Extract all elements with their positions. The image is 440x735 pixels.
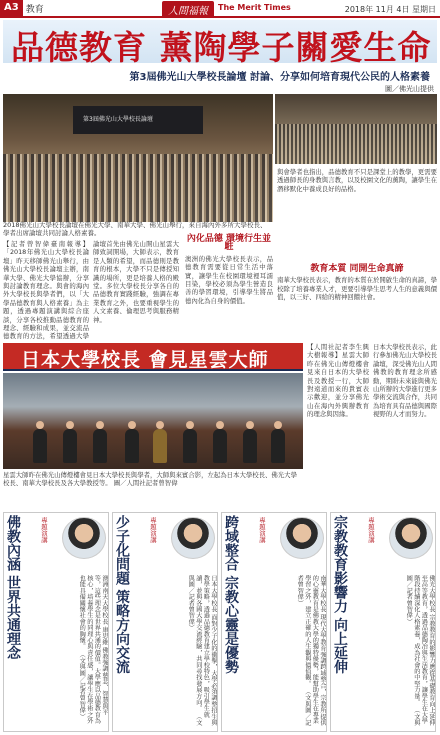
profile-portrait [62, 517, 106, 559]
profile-body [50, 575, 108, 727]
profile-body [159, 575, 217, 727]
article-column-2 [93, 240, 179, 340]
audience-rows-side [275, 124, 437, 164]
article-column-5 [277, 262, 437, 342]
profile-text: 面對少子化的衝擊，大學必須調整招生與教學策略，透過品德教育建立學校特色，吸引學生就讀，並與各國大學交流經驗，共同尋找發展方向。 [194, 575, 217, 726]
profile-subtitle: 專題演講 [149, 517, 157, 543]
page-number: A3 [0, 0, 23, 16]
profile-portrait [280, 517, 324, 559]
profile-subtitle: 專題演講 [40, 517, 48, 543]
article-paragraph: 論壇首先由佛光山開山星雲大師致詞開場，大師表示，教育是人類的希望，而品德則是教育的根本，大學不只是傳授知識的場所，更是培養人格的殿堂。多位大學校長分享各自的品德教育實踐經驗，強調在專業教育之外，也要重視學生的人文素養、倫理思考與服務精神。 [93, 240, 179, 324]
headline-banner [3, 20, 437, 63]
person-figure [63, 429, 77, 463]
article-paragraph: 【記者曾智偉臺南報導】「2018年佛光山大學校長論壇」昨天移師佛光山舉行，由佛光山大學校長論壇主辦，南華大學、佛光大學協辦，分享與討論教育理念。與會的海內外大學校長與學者們，以「大學品德教育與人格素養」為主題，透過專題演講與綜合座談，分享各校推動品德教育的理念、經驗和成果，並交流品德教育的方法，希望透過大學 [3, 240, 89, 340]
japan-caption-text: 星雲大師昨在佛光山傳燈樓會見日本大學校長與學者，大師與來賓合影，左起為日本大學校長、佛光大學校長、南華大學校長及各大學教授等。 [3, 471, 297, 487]
japan-section-title: 日本大學校長 會見星雲大師 [21, 349, 269, 371]
person-figure [153, 429, 167, 463]
masthead [0, 0, 440, 18]
audience-rows [3, 154, 273, 222]
article-subhead: 教育本質 同開生命真諦 [310, 264, 404, 274]
forum-side-photo [275, 94, 437, 164]
profile-credit: （文與圖／記者曾智偉） [187, 575, 202, 726]
japan-photo-credit: 圖／人間社記者曾智偉 [113, 479, 178, 487]
profile-name: 日本大學校長 [210, 575, 217, 613]
article-column-1 [3, 240, 89, 340]
person-figure [243, 429, 257, 463]
profile-portrait [171, 517, 215, 559]
profile-subtitle: 專題演講 [367, 517, 375, 543]
section-name: 教育 [25, 4, 44, 15]
headline: 品德教育 薰陶學子關愛生命 [11, 28, 432, 63]
stage-banner-text: 第3屆佛光山大學校長論壇 [83, 116, 153, 123]
person-figure [183, 429, 197, 463]
japan-article-column-1 [307, 343, 369, 509]
profile-card [330, 512, 436, 732]
profile-title: 跨域整合 宗教心靈是優勢 [223, 515, 239, 674]
profile-credit: （文與圖／記者曾智偉） [405, 575, 420, 726]
newspaper-logo: 人間福報 [162, 1, 214, 18]
profile-card [112, 512, 218, 732]
person-figure [93, 429, 107, 463]
profile-body [377, 575, 435, 727]
person-figure [213, 429, 227, 463]
profile-title: 佛教內涵 世界共通理念 [5, 515, 21, 660]
photo-credit: 圖／佛光山提供 [385, 85, 434, 93]
japan-article-paragraph: 【人間社記者李生興大樹報導】星雲大師昨在佛光山傳燈樓會見來自日本的大學校長及教授一行，大師對遠道而來的貴賓表示歡迎，並分享佛光山在海內外興辦教育的理念與因緣。 [307, 343, 369, 419]
profile-credit: （文與圖／記者曾智偉） [296, 575, 311, 726]
japan-group-photo [3, 373, 303, 469]
profile-credit: （文與圖／記者曾智偉） [78, 651, 86, 720]
profile-name: 佛光大學校長 [428, 575, 435, 613]
profile-text: 宗教教育的影響力應從基礎教育向上延伸至高等教育，透過品德陶冶與生活教育，讓學生在大學階段持續深化人格素養，成為社會的中堅力量。 [412, 575, 435, 726]
profile-card [3, 512, 109, 732]
person-figure [125, 429, 139, 463]
profile-title: 少子化問題 策略方向交流 [114, 515, 130, 674]
japan-section-header [3, 343, 303, 371]
article-column-4 [277, 168, 437, 260]
profile-title: 宗教教育影響力 向上延伸 [332, 515, 348, 674]
profile-text: 現代大學教育強調跨域整合，宗教所提供的心靈教育是佛教大學的獨特優勢，能幫助學生在專業學習之外，建立正確的人生觀與價值觀。 [303, 575, 326, 726]
japan-photo-caption [3, 471, 303, 487]
newspaper-logo-english: The Merit Times [218, 3, 291, 12]
article-paragraph: 與會學者也指出，品德教育不只是課堂上的教學，更需要透過師長的身教與言教，以及校園文化的薰陶，讓學生在潛移默化中養成良好的品格。 [277, 168, 437, 193]
issue-date: 2018年 11月 4日 星期日 [344, 5, 436, 14]
profile-name: 澳洲南天大學校長 康思維 [101, 575, 108, 646]
profile-subtitle: 專題演講 [258, 517, 266, 543]
article-paragraph: 南華大學校長表示，教育的本質在於開啟生命的真諦，學校除了培養專業人才，更要引導學生思考人生的意義與價值，以三好、四給的精神回饋社會。 [277, 276, 437, 302]
japan-article-paragraph: 日本大學校長表示，此行參加佛光山大學校長論壇，深受佛光山人間佛教的教育理念所感動，期盼未來能與佛光山所辦的大學進行更多學術交流與合作，共同為培育具有品德與國際視野的人才而努力。 [373, 343, 437, 419]
article-column-3 [185, 232, 273, 340]
profile-text: 佛教強調慈悲、智慧與平等，這些理念是世界共通的價值。大學應以品德教育為核心，培養學生的同理心與責任感，讓學生在學術之外也能具備關懷社會的胸懷。 [78, 575, 108, 724]
person-figure [271, 429, 285, 463]
profile-card [221, 512, 327, 732]
main-photo-caption: 2018佛光山大學校長論壇在佛光大學、南華大學、佛光山舉行，來自海內外多所大學校長、學者出席論壇共同討論人格素養。 [3, 221, 267, 237]
profile-portrait [389, 517, 433, 559]
profile-name: 南華大學校長 [319, 575, 326, 613]
forum-main-photo [3, 94, 273, 222]
article-paragraph: 澳洲的佛光大學校長表示，品德教育需要從日常生活中落實，讓學生在校園環境裡耳濡目染，學校必須為學生營造良善的學習環境，引導學生將品德內化為自身的價值。 [185, 254, 273, 305]
profile-body [268, 575, 326, 727]
person-figure [33, 429, 47, 463]
article-subhead: 內化品德 環境行生並駐 [186, 234, 272, 253]
subtitle: 第3屆佛光山大學校長論壇 討論、分享如何培育現代公民的人格素養 [129, 72, 430, 83]
japan-article-column-2 [373, 343, 437, 509]
